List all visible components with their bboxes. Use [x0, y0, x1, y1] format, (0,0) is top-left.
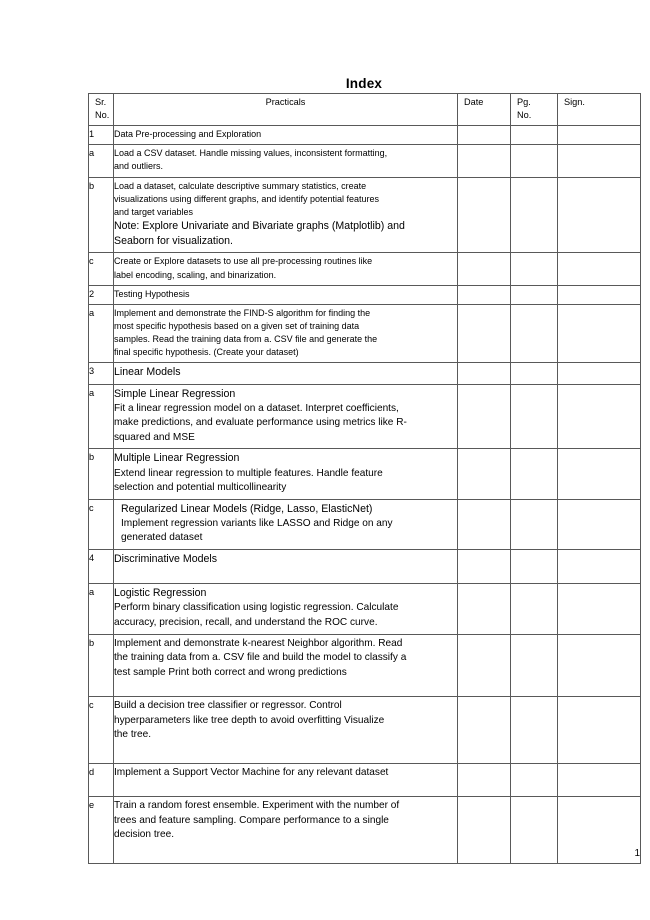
row-sign-cell[interactable]	[558, 763, 641, 797]
row-date-cell[interactable]	[458, 363, 511, 384]
row-pg-no-cell[interactable]	[511, 253, 558, 285]
row-sign-cell[interactable]	[558, 285, 641, 304]
header-cell-sign: Sign.	[558, 94, 641, 126]
table-row	[89, 449, 641, 499]
row-pg-no-cell[interactable]	[511, 763, 558, 797]
index-table	[88, 93, 641, 864]
page-title: Index	[345, 76, 383, 91]
row-practical-line: make predictions, and evaluate performance using metrics like R-	[114, 417, 407, 429]
row-practical-line: decision tree.	[114, 829, 175, 841]
row-practical	[114, 177, 458, 253]
row-practical	[114, 145, 458, 177]
row-practical-line: Perform binary classification using logistic regression. Calculate	[114, 602, 399, 614]
row-pg-no-cell[interactable]	[511, 697, 558, 764]
row-practical-line: Fit a linear regression model on a dataset. Interpret coefficients,	[114, 402, 399, 414]
row-practical-line: Simple Linear Regression	[114, 387, 236, 400]
row-practical-line: Multiple Linear Regression	[114, 452, 240, 465]
header-cell-date: Date	[458, 94, 511, 126]
row-date-cell[interactable]	[458, 763, 511, 797]
header-sr-no-line2: No.	[95, 110, 110, 121]
header-cell-sr-no	[89, 94, 114, 126]
row-sign-cell[interactable]	[558, 584, 641, 634]
row-blank-line	[114, 680, 457, 693]
row-practical	[114, 253, 458, 285]
table-row	[89, 363, 641, 384]
row-date-cell[interactable]	[458, 145, 511, 177]
row-practical-line: samples. Read the training data from a. CSV file and generate the	[114, 334, 378, 344]
row-practical-line: Testing Hypothesis	[114, 288, 190, 299]
row-practical	[114, 634, 458, 697]
row-date-cell[interactable]	[458, 449, 511, 499]
row-pg-no-cell[interactable]	[511, 285, 558, 304]
row-practical-line: generated dataset	[121, 532, 203, 544]
row-pg-no-cell[interactable]	[511, 126, 558, 145]
table-body	[89, 94, 641, 864]
table-row	[89, 384, 641, 449]
row-sign-cell[interactable]	[558, 634, 641, 697]
row-practical-line: and target variables	[114, 206, 194, 217]
row-practical-line: test sample Print both correct and wrong predictions	[114, 666, 347, 678]
row-date-cell[interactable]	[458, 549, 511, 583]
row-practical-line: most specific hypothesis based on a given set of training data	[114, 320, 360, 331]
row-practical-line: Implement regression variants like LASSO and Ridge on any	[121, 517, 393, 529]
row-sr-no: a	[89, 384, 114, 449]
row-practical	[114, 285, 458, 304]
row-practical-line: Discriminative Models	[114, 552, 218, 565]
row-sr-no: c	[89, 499, 114, 549]
table-row	[89, 285, 641, 304]
table-row	[89, 126, 641, 145]
row-sign-cell[interactable]	[558, 177, 641, 253]
row-pg-no-cell[interactable]	[511, 384, 558, 449]
row-practical	[114, 384, 458, 449]
row-sign-cell[interactable]	[558, 499, 641, 549]
row-practical-line: hyperparameters like tree depth to avoid overfitting Visualize	[114, 714, 385, 726]
row-practical-line: trees and feature sampling. Compare performance to a single	[114, 814, 389, 826]
row-practical-line: selection and potential multicollinearity	[114, 482, 287, 494]
table-row	[89, 697, 641, 764]
header-cell-pg-no	[511, 94, 558, 126]
row-sr-no: c	[89, 697, 114, 764]
row-practical-line: Train a random forest ensemble. Experiment with the number of	[114, 800, 400, 812]
row-practical-line: the tree.	[114, 729, 152, 741]
row-sign-cell[interactable]	[558, 384, 641, 449]
row-practical-line: Load a dataset, calculate descriptive summary statistics, create	[114, 180, 367, 191]
row-practical-line: Implement a Support Vector Machine for any relevant dataset	[114, 766, 389, 778]
row-pg-no-cell[interactable]	[511, 549, 558, 583]
row-practical-line: the training data from a. CSV file and build the model to classify a	[114, 652, 407, 664]
row-practical	[114, 549, 458, 583]
row-sign-cell[interactable]	[558, 449, 641, 499]
row-sr-no: a	[89, 145, 114, 177]
row-sr-no: e	[89, 797, 114, 864]
row-date-cell[interactable]	[458, 634, 511, 697]
header-pg-no-line1: Pg.	[517, 97, 531, 107]
row-blank-line	[114, 567, 457, 580]
row-date-cell[interactable]	[458, 285, 511, 304]
row-practical-line: Implement and demonstrate the FIND-S algorithm for finding the	[114, 307, 371, 318]
row-practical	[114, 363, 458, 384]
row-date-cell[interactable]	[458, 384, 511, 449]
row-practical	[114, 449, 458, 499]
table-row	[89, 304, 641, 363]
row-practical-line: Logistic Regression	[114, 587, 207, 600]
row-practical-line: squared and MSE	[114, 431, 195, 443]
row-blank-line	[114, 780, 457, 793]
row-practical	[114, 126, 458, 145]
table-row	[89, 634, 641, 697]
row-pg-no-cell[interactable]	[511, 304, 558, 363]
table-row	[89, 177, 641, 253]
row-pg-no-cell[interactable]	[511, 634, 558, 697]
row-practical-line: visualizations using different graphs, and identify potential features	[114, 193, 379, 204]
row-sr-no: a	[89, 304, 114, 363]
row-sr-no: b	[89, 634, 114, 697]
row-date-cell[interactable]	[458, 126, 511, 145]
row-date-cell[interactable]	[458, 304, 511, 363]
row-pg-no-cell[interactable]	[511, 584, 558, 634]
row-date-cell[interactable]	[458, 697, 511, 764]
row-sign-cell[interactable]	[558, 253, 641, 285]
row-sr-no: c	[89, 253, 114, 285]
row-sign-cell[interactable]	[558, 304, 641, 363]
row-practical-line: Create or Explore datasets to use all pre-processing routines like	[114, 256, 373, 267]
row-pg-no-cell[interactable]	[511, 177, 558, 253]
row-sr-no: 3	[89, 363, 114, 384]
row-practical	[114, 304, 458, 363]
header-pg-no-line2: No.	[517, 110, 532, 121]
row-pg-no-cell[interactable]	[511, 499, 558, 549]
table-row	[89, 549, 641, 583]
table-row	[89, 584, 641, 634]
row-sr-no: 2	[89, 285, 114, 304]
row-practical	[114, 499, 458, 549]
row-sign-cell[interactable]	[558, 145, 641, 177]
table-row	[89, 763, 641, 797]
row-pg-no-cell[interactable]	[511, 363, 558, 384]
row-sign-cell[interactable]	[558, 363, 641, 384]
row-pg-no-cell[interactable]	[511, 145, 558, 177]
row-date-cell[interactable]	[458, 584, 511, 634]
row-sr-no: d	[89, 763, 114, 797]
row-sign-cell[interactable]	[558, 549, 641, 583]
row-practical	[114, 763, 458, 797]
row-sr-no: b	[89, 449, 114, 499]
table-row	[89, 253, 641, 285]
row-date-cell[interactable]	[458, 253, 511, 285]
row-sr-no: 4	[89, 549, 114, 583]
row-practical-line: and outliers.	[114, 161, 164, 172]
row-practical	[114, 584, 458, 634]
row-blank-line	[114, 743, 457, 760]
row-sr-no: 1	[89, 126, 114, 145]
table-header-row	[89, 94, 641, 126]
row-practical	[114, 697, 458, 764]
row-practical-line: label encoding, scaling, and binarization.	[114, 269, 277, 280]
row-practical-line: Load a CSV dataset. Handle missing values, inconsistent formatting,	[114, 148, 388, 159]
row-practical-line: Regularized Linear Models (Ridge, Lasso, ElasticNet)	[121, 502, 373, 515]
header-cell-practicals: Practicals	[114, 94, 458, 126]
row-pg-no-cell[interactable]	[511, 449, 558, 499]
row-sign-cell[interactable]	[558, 697, 641, 764]
row-sign-cell[interactable]	[558, 126, 641, 145]
page-number: 1	[634, 848, 640, 859]
row-date-cell[interactable]	[458, 177, 511, 253]
row-practical-line: Extend linear regression to multiple features. Handle feature	[114, 467, 383, 479]
row-practical-line: Implement and demonstrate k-nearest Neighbor algorithm. Read	[114, 637, 403, 649]
row-sr-no: a	[89, 584, 114, 634]
row-practical-line: Data Pre-processing and Exploration	[114, 129, 262, 140]
row-practical-line: final specific hypothesis. (Create your dataset)	[114, 347, 299, 358]
row-date-cell[interactable]	[458, 499, 511, 549]
table-row	[89, 499, 641, 549]
row-practical-line: Build a decision tree classifier or regressor. Control	[114, 700, 342, 712]
row-practical-line: Seaborn for visualization.	[114, 235, 233, 248]
row-practical-line: accuracy, precision, recall, and understand the ROC curve.	[114, 617, 378, 628]
row-sr-no: b	[89, 177, 114, 253]
header-sr-no-line1: Sr.	[95, 97, 107, 107]
table-row	[89, 145, 641, 177]
row-practical-line: Note: Explore Univariate and Bivariate graphs (Matplotlib) and	[114, 219, 405, 232]
row-practical-line: Linear Models	[114, 366, 181, 379]
